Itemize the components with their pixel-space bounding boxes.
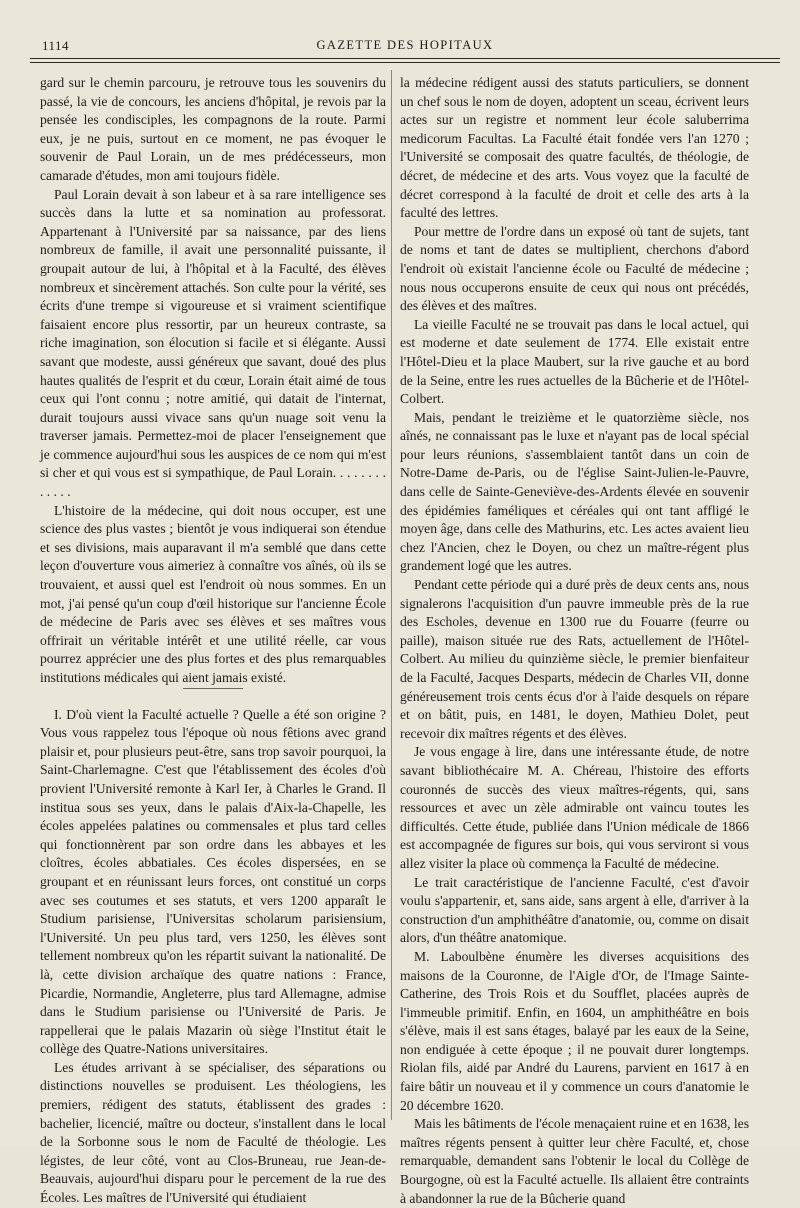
paragraph: I. D'où vient la Faculté actuelle ? Quelle a été son origine ? Vous vous rappelez tous l'époque où nous fêtions avec grand plaisir et, pour plusieurs peut-être, sans trop savoir pourquoi, la Saint-Charlemagne. C'est que l'établissement des écoles d'où provient l'Université remonte à Karl Ier, à Charles le Grand. Il institua sous ses yeux, dans le palais d'Aix-la-Chapelle, les écoles appelées palatines ou commensales et plus tard celles qui fonctionnèrent par son ordre dans les abbayes et les cloîtres, écoles abbatiales. Ces écoles dispersées, en se groupant et en réunissant leurs forces, ont constitué un corps avec ses coutumes et ses statuts, et vers 1200 apparaît le Studium parisiense, l'Universitas scholarum parisiensium, l'Université. Un peu plus tard, vers 1250, les élèves sont tellement nombreux qu'on les répartit suivant la nationalité. De là, cette division archaïque des quatre nations : France, Picardie, Normandie, Angleterre, plus tard Allemagne, admise dans le Studium parisiense ou l'Université de Paris. Je rappellerai que le palais Mazarin où siège l'Institut était le collège des Quatre-Nations universitaires. <box>40 706 386 1057</box>
paragraph: M. Laboulbène énumère les diverses acquisitions des maisons de la Couronne, de l'Aigle d'Or, de l'Image Sainte-Catherine, des Trois Rois et du Soufflet, placées auprès de l'immeuble primitif. Enfin, en 1604, un amphithéâtre en bois s'élève, mais il est sans étages, balayé par les eaux de la Seine, non endiguée à cette époque ; il ne pouvait durer longtemps. Riolan fils, aidé par André du Laurens, parvient en 1617 à en faire bâtir un nouveau et il y commence un cours d'anatomie le 20 décembre 1620. <box>400 948 749 1113</box>
section-spacer <box>40 688 386 706</box>
paragraph: Paul Lorain devait à son labeur et à sa rare intelligence ses succès dans la lutte et sa nomination au professorat. Appartenant à l'Université par sa naissance, par des liens nombreux de famille, il avait une personnalité puissante, il groupait autour de lui, à l'hôpital et à la Faculté, des élèves nombreux et sincèrement attachés. Son culte pour la vérité, ses écrits d'une trempe si vigoureuse et si vraiment scientifique faisaient encore plus ressortir, par un heureux contraste, sa riche imagination, son élocution si facile et si élégante. Aussi savant que modeste, aussi généreux que savant, doué des plus hautes qualités de l'esprit et du cœur, Lorain était aimé de tous ceux qui l'ont connu ; notre amitié, qui datait de l'internat, durait toujours aussi vivace sans qu'un nuage soit venu la traverser jamais. Permettez-moi de placer l'enseignement que je commence aujourd'hui sous les auspices de ce nom qui m'est si cher et qui vous est si sympathique, de Paul Lorain. . . . . . . . . . . . . <box>40 186 386 500</box>
page-header <box>30 34 780 54</box>
right-column <box>400 74 749 1208</box>
paragraph: Pendant cette période qui a duré près de deux cents ans, nous signalerons l'acquisition d'un pauvre immeuble près de la rue des Escholes, devenue en 1300 rue du Fouarre (feurre ou paille), maison située rue des Rats, actuellement de l'Hôtel-Colbert. Au milieu du quinzième siècle, le premier bienfaiteur de la Faculté, Jacques Desparts, médecin de Charles VII, donne généreusement trois cents écus d'or à l'aide desquels on répare et on bâtit, puis, en 1481, le doyen, Mathieu Dolet, peut recevoir dix maîtres régents et des élèves. <box>400 577 749 741</box>
paragraph: Mais, pendant le treizième et le quatorzième siècle, nos aînés, ne connaissant pas le luxe et n'ayant pas de local spécial pour leurs réunions, s'assemblaient tantôt dans un coin de Notre-Dame de-Paris, ou de l'église Saint-Julien-le-Pauvre, dans celle de Sainte-Geneviève-des-Ardents élevée en souvenir des épidémies faméliques et céréales qui ont tant affligé le moyen âge, dans celle des Mathurins, etc. Les actes avaient lieu chez l'Ancien, chez le Doyen, ou chez un maître-régent plus grandement logé que les autres. <box>400 409 749 574</box>
journal-title: GAZETTE DES HOPITAUX <box>316 38 494 52</box>
paragraph: Les études arrivant à se spécialiser, des séparations ou distinctions nouvelles se produisent. Les théologiens, les premiers, rédigent des statuts, établissent des grades : bachelier, licencié, maître ou docteur, s'installent dans le local de la Sorbonne sous le nom de Faculté de théologie. Les légistes, de leur côté, vont au Clos-Bruneau, rue Jean-de-Beauvais, aujourd'hui disparu pour le percement de la rue des Écoles. Les maîtres de l'Université qui étudiaient <box>40 1059 386 1206</box>
paragraph: Le trait caractéristique de l'ancienne Faculté, c'est d'avoir voulu s'appartenir, et, sans aide, sans argent à elle, d'arriver à la construction d'un amphithéâtre d'anatomie, ou, comme on disait alors, d'un théâtre anatomique. <box>400 874 749 946</box>
paragraph: Mais les bâtiments de l'école menaçaient ruine et en 1638, les maîtres régents pensent à quitter leur chère Faculté, et, chose remarquable, demandent sans l'obtenir le local du Collège de Bourgogne, où est la Faculté actuelle. Ils allaient être contraints à abandonner la rue de la Bûcherie quand <box>400 1116 750 1206</box>
header-rule-thin <box>30 62 780 63</box>
paragraph: L'histoire de la médecine, qui doit nous occuper, est une science des plus vastes ; bientôt je vous indiquerai son étendue et ses divisions, mais auparavant il m'a semblé que dans cette leçon d'ouverture vous aimeriez à connaître vos aînés, où ils se trouvaient, et aussi quel est l'endroit où nous sommes. En un mot, j'ai pensé qu'un coup d'œil historique sur l'ancienne École de médecine de Paris avec ses élèves et ses maîtres vous offrirait un véritable intérêt et une utilité réelle, car vous pourrez apprécier une des plus fortes et des plus remarquables institutions médicales qui aient jamais existé. <box>40 502 386 685</box>
paragraph: La vieille Faculté ne se trouvait pas dans le local actuel, qui est moderne et date seulement de 1774. Elle existait entre l'Hôtel-Dieu et la place Maubert, sur la rive gauche et au bord de la Seine, entre les rues actuelles de la Bûcherie et de l'Hôtel-Colbert. <box>400 316 749 407</box>
page-number: 1114 <box>42 38 70 53</box>
paragraph: Pour mettre de l'ordre dans un exposé où tant de sujets, tant de noms et tant de dates se multiplient, cherchons d'abord l'endroit où existait l'ancienne école ou Faculté de médecine ; nous nous occuperons ensuite de ceux qui nous ont précédés, des élèves et des maîtres. <box>400 223 749 314</box>
paragraph: la médecine rédigent aussi des statuts particuliers, se donnent un chef sous le nom de doyen, adoptent un sceau, écrivent leurs actes sur un registre et nomment leur école saluberrima medicorum Facultas. La Faculté était fondée vers l'an 1270 ; l'Université se composait des quatre facultés, de théologie, de décret, de médecine et des arts. Vous voyez que la faculté de décret correspond à la faculté de droit et celle des arts à la faculté des lettres. <box>400 75 749 221</box>
left-column <box>40 74 386 1208</box>
header-rule <box>30 58 780 59</box>
paragraph: Je vous engage à lire, dans une intéressante étude, de notre savant bibliothécaire M. A. Chéreau, l'histoire des efforts couronnés de succès des vieux maîtres-régents, qui, sans ressources et avec un zèle admirable ont vaincu toutes les difficultés. Cette étude, publiée dans l'Union médicale de 1866 est accompagnée de figures sur bois, qui vous serviront si vous allez visiter la place où commença la Faculté de médecine. <box>400 744 749 871</box>
paragraph: gard sur le chemin parcouru, je retrouve tous les souvenirs du passé, la vie de concours, les anciens d'hôpital, je revois par la pensée les condisciples, les compagnons de la route. Parmi eux, je ne puis, surtout en ce moment, ne pas évoquer le souvenir de Paul Lorain, un de mes prédécesseurs, mon camarade d'études, mon ami toujours fidèle. <box>40 75 386 183</box>
column-divider <box>391 70 392 1120</box>
section-rule <box>183 688 243 689</box>
